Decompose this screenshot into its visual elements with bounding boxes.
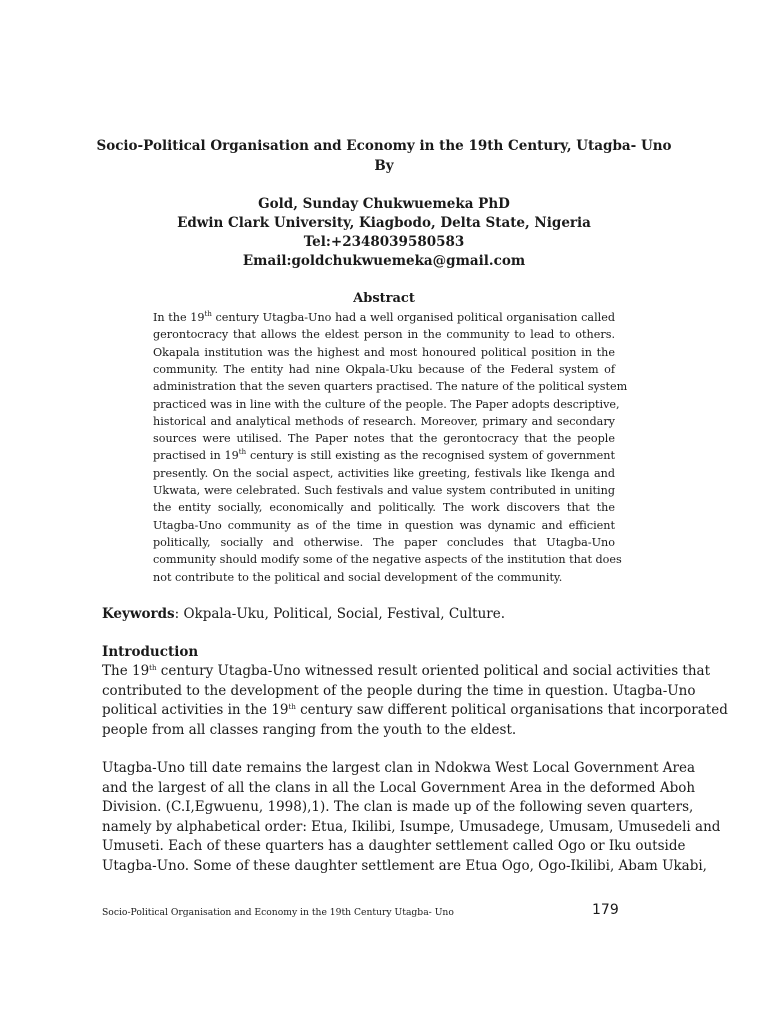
line-text: and the largest of all the clans in all the Local Government Area in the deformed Aboh [102,779,696,796]
line-text: Division. (C.I,Egwuenu, 1998),1). The clan is made up of the following seven quarters, [102,799,694,815]
abstract-line [153,430,615,447]
line-text: contributed to the development of the people during the time in question. Utagba-Uno [102,682,696,699]
introduction-line [102,759,696,778]
line-text: sources were utilised. The Paper notes that the gerontocracy that the people [153,432,615,446]
line-text: Utagba-Uno community as of the time in question was dynamic and efficient [153,518,615,532]
footer-running-title: Socio-Political Organisation and Economy in the 19th Century Utagba- Uno [102,907,454,918]
introduction-line [102,682,696,701]
ordinal-superscript: th [288,703,296,711]
abstract-line [153,447,615,464]
line-text: gerontocracy that allows the eldest person in the community to lead to others. [153,328,615,342]
keywords-line [102,605,668,624]
introduction-line [102,798,694,817]
introduction-line [102,837,686,856]
abstract-line [153,413,615,430]
line-text: community. The entity had nine Okpala-Uku because of the Federal system of [153,362,615,376]
abstract-line [153,534,615,551]
author-email: Email:goldchukwuemeka@gmail.com [242,253,526,269]
line-text: Umuseti. Each of these quarters has a daughter settlement called Ogo or Iku outside [102,838,686,854]
line-text: century Utagba-Uno witnessed result oriented political and social activities that [156,663,711,679]
abstract-line [153,551,622,568]
introduction-line [102,857,707,876]
line-text: century Utagba-Uno had a well organised political organisation called [211,311,616,324]
abstract-line [153,569,615,586]
line-text: namely by alphabetical order: Etua, Ikilibi, Isumpe, Umusadege, Umusam, Umusedeli and [102,818,721,835]
page-number: 179 [592,902,619,918]
line-text: politically, socially and otherwise. The paper concludes that Utagba-Uno [153,535,615,549]
abstract-heading: Abstract [353,291,415,306]
line-text: administration that the seven quarters practised. The nature of the political system [153,380,628,394]
introduction-line [102,779,696,798]
line-text: Ukwata, were celebrated. Such festivals and value system contributed in uniting [153,484,615,497]
ordinal-superscript: th [238,448,247,457]
by-line: By [374,158,394,174]
author-affiliation: Edwin Clark University, Kiagbodo, Delta State, Nigeria [177,215,591,231]
introduction-line [102,701,728,720]
line-text: the entity socially, economically and politically. The work discovers that the [153,501,615,515]
line-text: people from all classes ranging from the youth to the eldest. [102,721,517,738]
abstract-line [153,517,615,534]
paper-title: Socio-Political Organisation and Economy in the 19th Century, Utagba- Uno [96,138,672,154]
line-text: political activities in the 19 [102,702,289,718]
abstract-line [153,396,620,413]
line-text: Okapala institution was the highest and most honoured political position in the [153,345,615,359]
author-name: Gold, Sunday Chukwuemeka PhD [258,196,510,212]
line-text: Utagba-Uno till date remains the largest clan in Ndokwa West Local Government Area [102,760,696,776]
abstract-line [153,309,615,326]
abstract-line [153,361,615,378]
line-text: century is still existing as the recognised system of government [246,449,615,463]
line-text: practiced was in line with the culture of the people. The Paper adopts descriptive, [153,397,620,411]
line-text: presently. On the social aspect, activities like greeting, festivals like Ikenga and [153,466,615,480]
abstract-line [153,499,615,516]
line-text: not contribute to the political and social development of the community. [153,570,563,584]
ordinal-superscript: th [204,310,212,318]
introduction-line [102,662,711,681]
introduction-line [102,721,666,740]
keywords-text: : Okpala-Uku, Political, Social, Festival, Culture. [174,606,506,622]
abstract-line [153,378,628,395]
line-text: historical and analytical methods of research. Moreover, primary and secondary [153,414,615,428]
abstract-line [153,344,615,361]
line-text: In the 19 [153,311,205,324]
author-telephone: Tel:+2348039580583 [303,234,465,250]
introduction-heading: Introduction [102,644,199,660]
ordinal-superscript: th [149,664,157,672]
line-text: community should modify some of the negative aspects of the institution that does [153,553,622,567]
line-text: The 19 [102,663,150,679]
abstract-line [153,465,615,482]
abstract-line [153,482,615,499]
line-text: practised in 19 [153,449,239,463]
line-text: Utagba-Uno. Some of these daughter settlement are Etua Ogo, Ogo-Ikilibi, Abam Ukabi, [102,857,707,874]
line-text: century saw different political organisations that incorporated [295,702,728,718]
introduction-line [102,818,721,837]
abstract-line [153,326,615,343]
keywords-label: Keywords [102,606,175,622]
